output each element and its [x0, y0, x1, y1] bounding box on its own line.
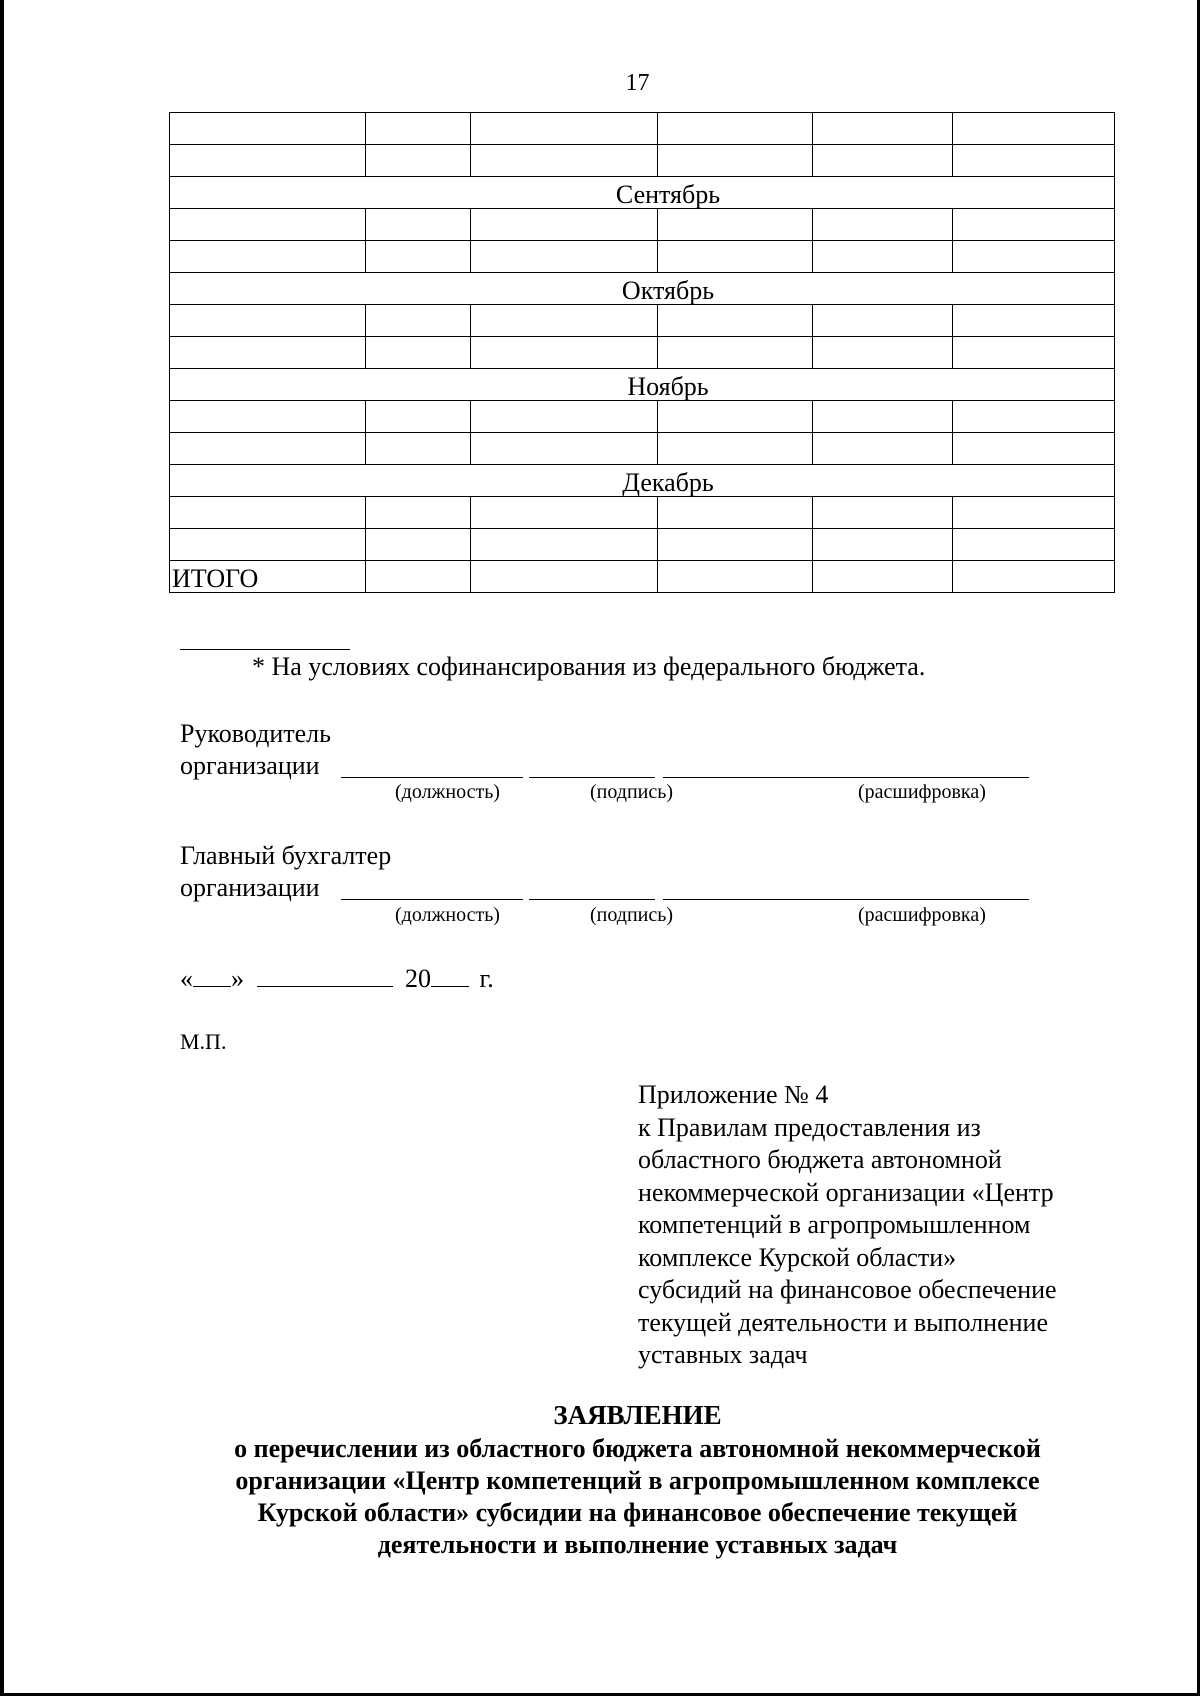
accountant-position-field[interactable] [341, 899, 523, 900]
table-cell [658, 113, 813, 145]
table-row [170, 145, 1115, 177]
table-cell [471, 209, 658, 241]
accountant-decoding-field[interactable] [663, 899, 1029, 900]
table-cell [953, 561, 1115, 593]
table-cell [953, 529, 1115, 561]
table-cell [366, 433, 471, 465]
table-cell [471, 145, 658, 177]
accountant-title-line2: организации [180, 873, 320, 902]
table-cell [471, 497, 658, 529]
table-cell [813, 337, 953, 369]
head-position-caption: (должность) [395, 781, 500, 803]
table-row [170, 529, 1115, 561]
table-cell [658, 241, 813, 273]
table-cell [170, 401, 366, 433]
table-cell [366, 401, 471, 433]
table-cell [366, 497, 471, 529]
table-cell [658, 529, 813, 561]
table-cell [170, 113, 366, 145]
statement-line: деятельности и выполнение уставных задач [377, 1530, 898, 1559]
date-line [180, 962, 494, 994]
month-heading-november: Ноябрь [170, 369, 1115, 401]
appendix-line: компетенций в агропромышленном [638, 1210, 1031, 1239]
head-title-line1: Руководитель [180, 719, 331, 748]
table-cell [953, 145, 1115, 177]
table-cell [471, 433, 658, 465]
statement-line: о перечислении из областного бюджета автономной некоммерческой [234, 1434, 1041, 1463]
table-cell [658, 209, 813, 241]
appendix-line: текущей деятельности и выполнение [638, 1307, 1049, 1337]
table-row [170, 209, 1115, 241]
subsidy-schedule-table [169, 112, 1115, 593]
appendix-line: некоммерческой организации «Центр [638, 1177, 1054, 1207]
table-cell [366, 337, 471, 369]
table-cell [366, 209, 471, 241]
page-number: 17 [625, 70, 650, 96]
accountant-title-line1: Главный бухгалтер [180, 841, 392, 870]
table-cell [953, 305, 1115, 337]
table-cell [170, 305, 366, 337]
table-cell [813, 113, 953, 145]
statement-subtitle [0, 1433, 1200, 1561]
table-cell [170, 337, 366, 369]
table-cell [658, 433, 813, 465]
head-title-line2: организации [180, 751, 320, 780]
date-close-quote: » [231, 964, 244, 993]
accountant-position-caption: (должность) [395, 904, 500, 926]
table-row [170, 497, 1115, 529]
table-cell [953, 113, 1115, 145]
table-cell [813, 497, 953, 529]
head-decoding-field[interactable] [663, 777, 1029, 778]
table-cell [471, 305, 658, 337]
table-cell [953, 209, 1115, 241]
month-heading-october: Октябрь [170, 273, 1115, 305]
date-day-field[interactable] [193, 962, 231, 987]
accountant-signature-caption: (подпись) [590, 904, 674, 926]
table-row [170, 305, 1115, 337]
total-label: ИТОГО [170, 561, 366, 593]
table-cell [471, 401, 658, 433]
table-cell [813, 529, 953, 561]
date-year-prefix: 20 [405, 964, 431, 993]
table-cell [366, 529, 471, 561]
date-year-field[interactable] [431, 962, 469, 987]
table-month-row [170, 273, 1115, 305]
appendix-line: уставных задач [638, 1340, 808, 1369]
table-cell [471, 241, 658, 273]
table-cell [813, 209, 953, 241]
table-cell [658, 497, 813, 529]
table-cell [658, 561, 813, 593]
table-row [170, 401, 1115, 433]
head-decoding-caption: (расшифровка) [858, 781, 986, 803]
table-cell [170, 209, 366, 241]
table-cell [953, 241, 1115, 273]
table-cell [953, 337, 1115, 369]
table-cell [170, 529, 366, 561]
footnote: * На условиях софинансирования из федерального бюджета. [252, 652, 926, 681]
table-cell [953, 401, 1115, 433]
table-cell [366, 145, 471, 177]
accountant-signature-field[interactable] [529, 899, 655, 900]
appendix-line: субсидий на финансовое обеспечение [638, 1275, 1057, 1304]
table-cell [658, 145, 813, 177]
table-row [170, 113, 1115, 145]
date-year-suffix: г. [479, 964, 494, 993]
table-row [170, 337, 1115, 369]
table-cell [471, 113, 658, 145]
table-cell [170, 497, 366, 529]
table-month-row [170, 177, 1115, 209]
table-cell [813, 305, 953, 337]
table-row [170, 433, 1115, 465]
table-cell [366, 113, 471, 145]
month-heading-december: Декабрь [170, 465, 1115, 497]
head-signature-field[interactable] [529, 777, 655, 778]
appendix-line: Приложение № 4 [638, 1080, 829, 1109]
month-heading-september: Сентябрь [170, 177, 1115, 209]
date-open-quote: « [180, 964, 193, 993]
table-cell [953, 433, 1115, 465]
statement-line: организации «Центр компетенций в агропромышленном комплексе [235, 1466, 1040, 1495]
accountant-decoding-caption: (расшифровка) [858, 904, 986, 926]
table-total-row [170, 561, 1115, 593]
table-cell [813, 561, 953, 593]
table-cell [658, 305, 813, 337]
table-cell [366, 305, 471, 337]
appendix-block [638, 1079, 1118, 1372]
appendix-line: комплексе Курской области» [638, 1242, 957, 1272]
table-cell [953, 497, 1115, 529]
head-position-field[interactable] [341, 777, 523, 778]
statement-title: ЗАЯВЛЕНИЕ [553, 1400, 722, 1430]
appendix-line: к Правилам предоставления из [638, 1112, 981, 1142]
table-row [170, 241, 1115, 273]
table-cell [170, 433, 366, 465]
head-signature-caption: (подпись) [590, 781, 674, 803]
table-cell [813, 401, 953, 433]
table-cell [471, 561, 658, 593]
table-cell [813, 145, 953, 177]
statement-line: Курской области» субсидии на финансовое обеспечение текущей [257, 1498, 1018, 1527]
table-cell [170, 241, 366, 273]
table-cell [658, 401, 813, 433]
table-cell [813, 241, 953, 273]
table-cell [471, 337, 658, 369]
table-cell [658, 337, 813, 369]
table-cell [813, 433, 953, 465]
table-cell [471, 529, 658, 561]
appendix-line: областного бюджета автономной [638, 1145, 1002, 1174]
stamp-placeholder: М.П. [180, 1029, 227, 1054]
footnote-rule [180, 649, 350, 650]
table-cell [366, 241, 471, 273]
table-month-row [170, 465, 1115, 497]
date-month-field[interactable] [257, 962, 393, 987]
table-cell [366, 561, 471, 593]
table-cell [170, 145, 366, 177]
table-month-row [170, 369, 1115, 401]
